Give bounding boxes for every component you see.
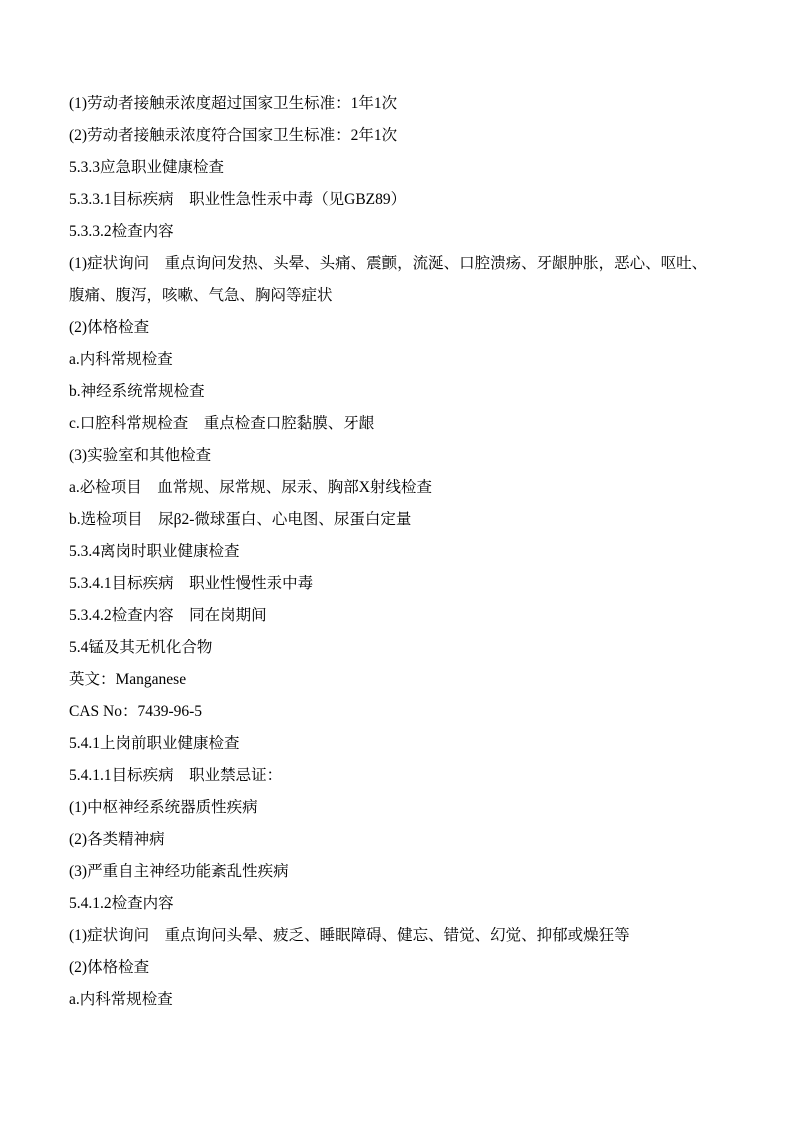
neurological-exam-item: b.神经系统常规检查 [69,383,205,400]
symptom-inquiry-item: (1)症状询问 重点询问头晕、疲乏、睡眠障碍、健忘、错觉、幻觉、抑郁或燥狂等 [69,927,630,944]
english-name: 英文：Manganese [69,671,187,688]
oral-exam-item: c.口腔科常规检查 重点检查口腔黏膜、牙龈 [69,415,375,432]
cas-number: CAS No：7439-96-5 [69,703,203,720]
contraindication-item-3: (3)严重自主神经功能紊乱性疾病 [69,863,289,880]
exposure-within-standard-item: (2)劳动者接触汞浓度符合国家卫生标准：2年1次 [69,127,398,144]
section-heading-5-3-4: 5.3.4离岗时职业健康检查 [69,543,240,560]
section-heading-5-4: 5.4锰及其无机化合物 [69,639,213,656]
contraindications-5-4-1-1: 5.4.1.1目标疾病 职业禁忌证： [69,767,283,784]
lab-exam-heading: (3)实验室和其他检查 [69,447,212,464]
optional-tests-item: b.选检项目 尿β2-微球蛋白、心电图、尿蛋白定量 [69,511,412,528]
section-heading-5-4-1-2: 5.4.1.2检查内容 [69,895,174,912]
target-disease-5-3-3-1: 5.3.3.1目标疾病 职业性急性汞中毒（见GBZ89） [69,191,407,208]
internal-medicine-exam-item: a.内科常规检查 [69,351,173,368]
internal-medicine-exam-item-2: a.内科常规检查 [69,991,173,1008]
contraindication-item-2: (2)各类精神病 [69,831,165,848]
required-tests-item: a.必检项目 血常规、尿常规、尿汞、胸部X射线检查 [69,479,432,496]
symptom-inquiry-line-2: 腹痛、腹泻，咳嗽、气急、胸闷等症状 [69,287,333,304]
exam-content-5-3-4-2: 5.3.4.2检查内容 同在岗期间 [69,607,267,624]
section-heading-5-3-3: 5.3.3应急职业健康检查 [69,159,225,176]
section-heading-5-3-3-2: 5.3.3.2检查内容 [69,223,174,240]
section-heading-5-4-1: 5.4.1上岗前职业健康检查 [69,735,240,752]
contraindication-item-1: (1)中枢神经系统器质性疾病 [69,799,258,816]
physical-exam-heading: (2)体格检查 [69,319,150,336]
physical-exam-heading-2: (2)体格检查 [69,959,150,976]
symptom-inquiry-line-1: (1)症状询问 重点询问发热、头晕、头痛、震颤，流涎、口腔溃疡、牙龈肿胀，恶心、呕吐、 [69,255,708,272]
target-disease-5-3-4-1: 5.3.4.1目标疾病 职业性慢性汞中毒 [69,575,314,592]
exposure-above-standard-item: (1)劳动者接触汞浓度超过国家卫生标准：1年1次 [69,95,398,112]
